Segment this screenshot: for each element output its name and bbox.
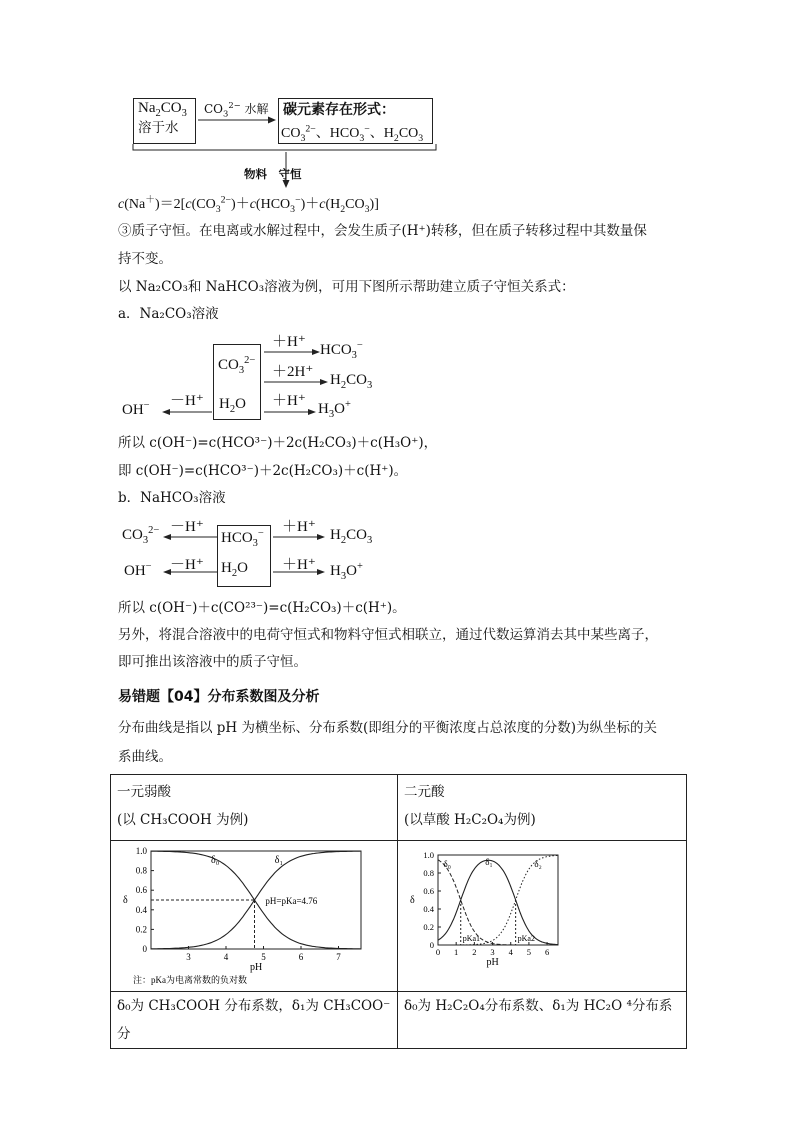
proton-text-2: 持不变。 [118, 251, 172, 267]
label-a: a．Na₂CO₃溶液 [118, 306, 219, 322]
y-tick-label: 1.0 [423, 850, 434, 860]
diagram-b-product-4: $H_3O^+$ [330, 561, 363, 582]
diagram-b-label-2: ＋H⁺ [282, 519, 316, 535]
diagram-a-product-4: OH− [122, 400, 150, 418]
definition-2: 系曲线。 [118, 749, 172, 765]
chart-note: 注：pKa为电离常数的负对数 [133, 975, 247, 985]
diagram-a-co3: $CO_3^{2-}$ [218, 355, 256, 376]
table-cell-col2-footer [398, 992, 687, 1049]
y-axis-label: δ [123, 895, 128, 906]
x-tick-label: 6 [544, 947, 550, 957]
table-cell-col1-header [111, 775, 398, 841]
down-arrow-label: 物料 守恒 [244, 167, 302, 181]
y-tick-label: 0.8 [423, 868, 434, 878]
pka-annotation: pH=pKa=4.76 [265, 896, 318, 906]
x-tick-label: 6 [298, 952, 304, 962]
y-tick-label: 0.2 [423, 922, 434, 932]
x-tick-label: 0 [435, 947, 441, 957]
series-delta0-label: δ₀ [211, 855, 220, 866]
series-delta2-label: δ₂ [534, 859, 542, 869]
y-tick-label: 0 [429, 940, 434, 950]
y-tick-label: 0.6 [423, 886, 434, 896]
right-box-title: 碳元素存在形式： [283, 102, 395, 118]
eq-a2: 即 c(OH⁻)=c(HCO³⁻)＋2c(H₂CO₃)＋c(H⁺)。 [118, 463, 408, 479]
flow-arrow-label: $CO_3^{2-}$ 水解 [204, 100, 269, 119]
diagram-a-product-2: $H_2CO_3$ [330, 372, 373, 391]
diagram-a-label-2: ＋2H⁺ [272, 364, 314, 380]
extra-2: 即可推出该溶液中的质子守恒。 [118, 654, 307, 670]
y-tick-label: 0.6 [135, 885, 147, 896]
chart-monoprotic [111, 841, 397, 987]
x-tick-label: 5 [526, 947, 532, 957]
pka2-label: pKa2 [517, 934, 535, 943]
proton-text-1: ③质子守恒。在电离或水解过程中，会发生质子(H⁺)转移，但在质子转移过程中其数量保 [118, 223, 647, 239]
chart-diprotic [398, 841, 686, 987]
eq-b: 所以 c(OH⁻)＋c(CO²³⁻)=c(H₂CO₃)＋c(H⁺)。 [118, 600, 406, 616]
y-axis-label: δ [410, 895, 415, 906]
y-tick-label: 1.0 [135, 846, 147, 856]
diagram-b-h2o: $H_2O$ [221, 560, 248, 579]
pka1-label: pKa1 [462, 934, 481, 943]
x-tick-label: 2 [472, 947, 477, 957]
distribution-table [110, 774, 687, 1049]
x-tick-label: 3 [186, 952, 191, 962]
diagram-a-product-1: $HCO_3^-$ [320, 340, 363, 361]
x-tick-label: 7 [336, 952, 341, 962]
diagram-b-hco3: $HCO_3^-$ [221, 528, 264, 549]
diagram-b-label-1: －H⁺ [170, 519, 204, 535]
section-heading: 易错题【04】分布系数图及分析 [118, 689, 320, 705]
col2-footer: δ₀为 H₂C₂O₄分布系数、δ₁为 HC₂O ⁴分布系 [404, 998, 673, 1014]
col1-title: 一元弱酸 [117, 784, 171, 800]
series-delta1-label: δ₁ [485, 857, 493, 867]
x-tick-label: 4 [223, 952, 229, 962]
x-tick-label: 1 [454, 947, 459, 957]
diagram-b-product-1: $CO_3^{2-}$ [122, 525, 160, 546]
diagram-a-label-1: ＋H⁺ [272, 334, 306, 350]
y-tick-label: 0.2 [135, 924, 147, 935]
label-b: b．NaHCO₃溶液 [118, 490, 226, 506]
y-tick-label: 0.4 [423, 904, 434, 914]
series-delta0-line [438, 860, 558, 945]
table-cell-col1-footer [111, 992, 398, 1049]
material-balance-equation: $c(Na^+)=2[c(CO_3^{2-})+c(HCO_3^-)+c(H_2CO_3)]$ [118, 194, 379, 215]
right-box-species: $CO_3^{2-}$、$HCO_3^-$、$H_2CO_3$ [281, 123, 424, 144]
diagram-b-label-4: ＋H⁺ [282, 557, 316, 573]
col2-sub: (以草酸 H₂C₂O₄为例) [404, 812, 536, 828]
diagram-a-label-4: －H⁺ [170, 393, 204, 409]
eq-a1: 所以 c(OH⁻)=c(HCO³⁻)＋2c(H₂CO₃)＋c(H₃O⁺)， [118, 435, 438, 451]
example-intro: 以 Na₂CO₃和 NaHCO₃溶液为例，可用下图所示帮助建立质子守恒关系式： [118, 279, 575, 295]
diagram-a-h2o: $H_2O$ [219, 396, 246, 415]
col2-title: 二元酸 [404, 784, 445, 800]
extra-1: 另外，将混合溶液中的电荷守恒式和物料守恒式相联立，通过代数运算消去其中某些离子， [118, 627, 658, 643]
series-delta1-label: δ₁ [274, 855, 283, 866]
col1-footer: δ₀为 CH₃COOH 分布系数，δ₁为 CH₃COO⁻分 [117, 998, 391, 1042]
series-delta1-line [438, 860, 558, 944]
y-tick-label: 0 [142, 944, 147, 954]
diagram-b-product-3: OH− [124, 561, 152, 579]
series-delta0-label: δ₀ [443, 859, 451, 869]
y-tick-label: 0.4 [135, 904, 147, 915]
y-tick-label: 0.8 [135, 865, 147, 876]
x-tick-label: 4 [508, 947, 513, 957]
x-tick-label: 5 [261, 952, 266, 962]
left-box-line1: $Na_2CO_3$ [138, 100, 187, 119]
diagram-a-product-3: $H_3O^+$ [318, 399, 351, 420]
x-axis-label: pH [250, 962, 263, 973]
col1-sub: (以 CH₃COOH 为例) [117, 812, 249, 828]
table-cell-chart1 [111, 841, 398, 992]
x-axis-label: pH [486, 957, 499, 968]
diagram-b-label-3: －H⁺ [170, 557, 204, 573]
definition-1: 分布曲线是指以 pH 为横坐标、分布系数(即组分的平衡浓度占总浓度的分数)为纵坐标的关 [118, 720, 658, 736]
table-cell-chart2 [398, 841, 687, 992]
diagram-b-product-2: $H_2CO_3$ [330, 527, 373, 546]
table-cell-col2-header [398, 775, 687, 841]
x-tick-label: 3 [490, 947, 495, 957]
left-box-line2: 溶于水 [138, 120, 179, 136]
diagram-a-label-3: ＋H⁺ [272, 393, 306, 409]
